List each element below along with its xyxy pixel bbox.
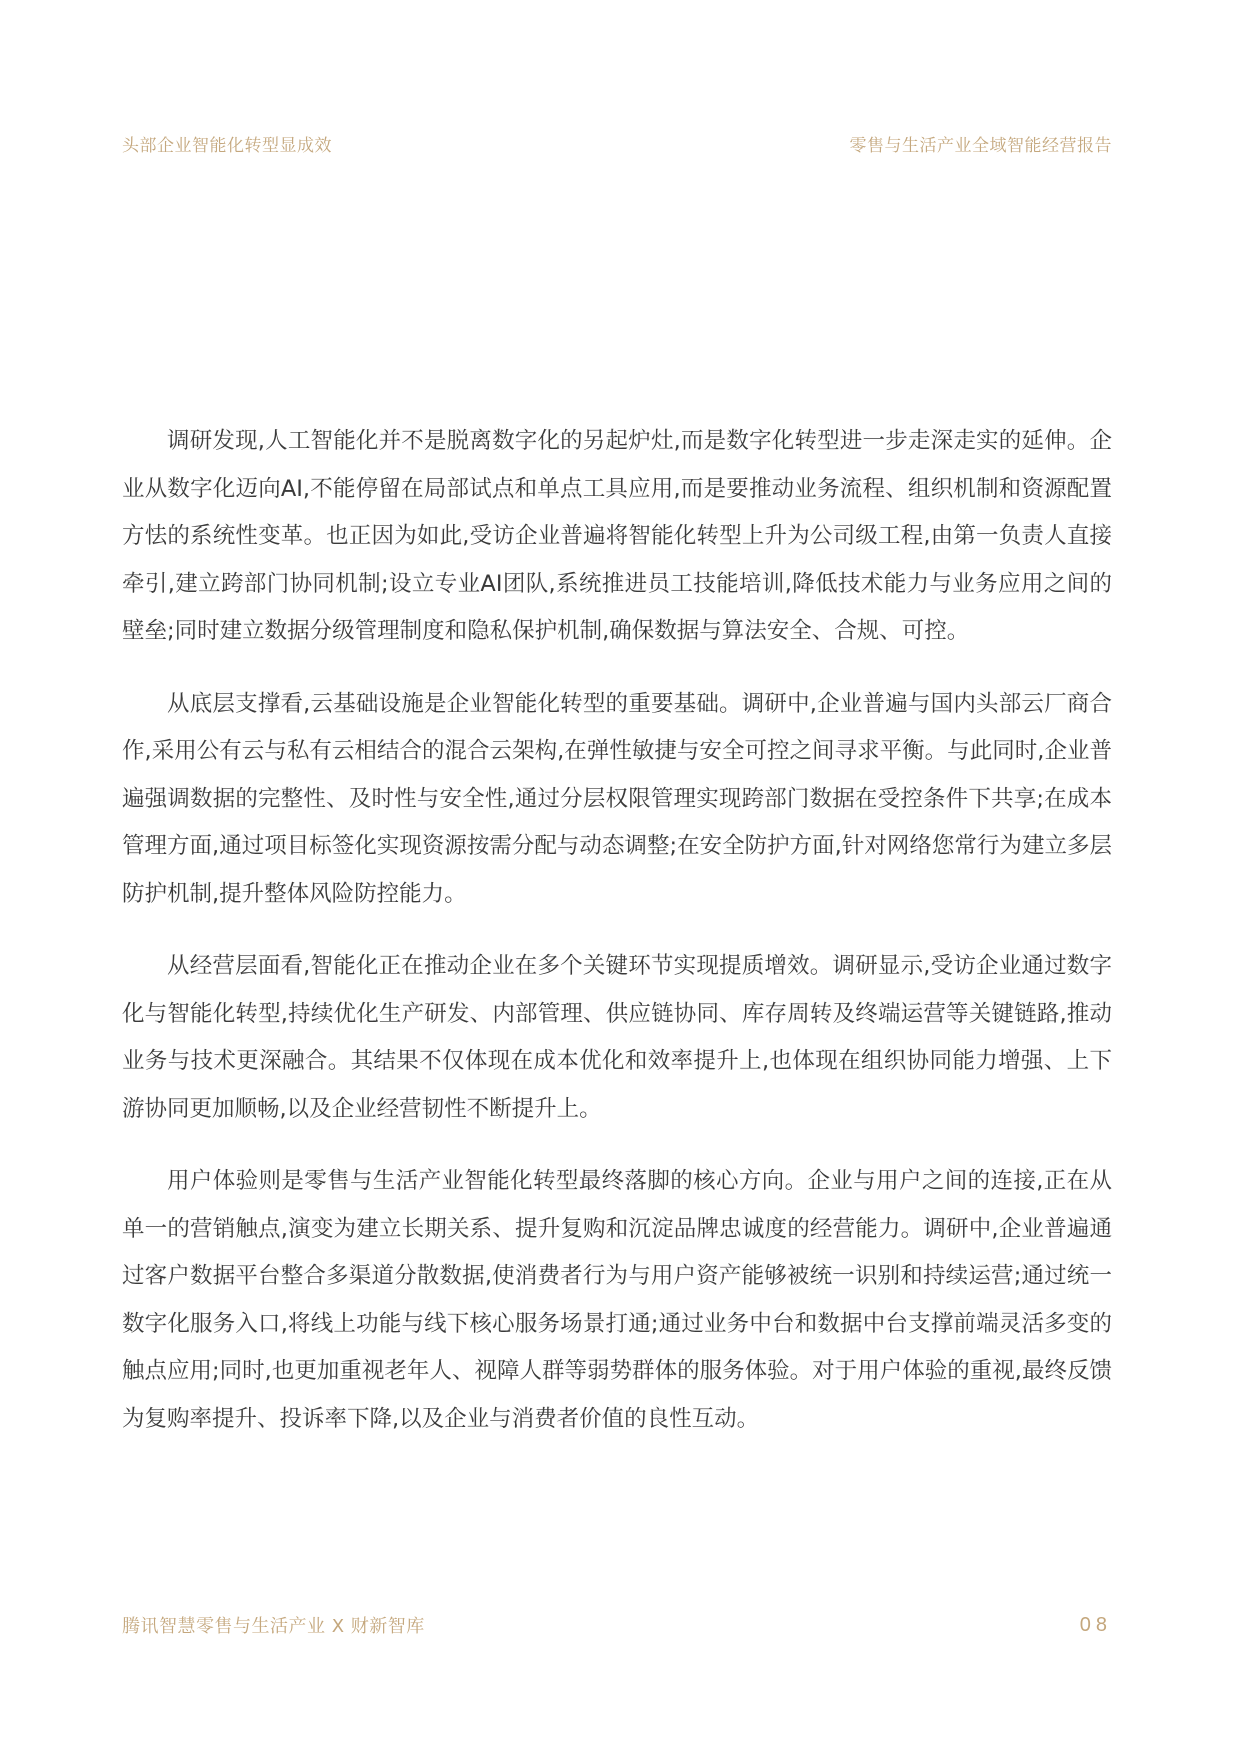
section-title: 头部企业智能化转型显成效 — [122, 135, 332, 156]
running-header — [122, 130, 1112, 156]
paragraph-cloud-infrastructure: 从底层支撑看,云基础设施是企业智能化转型的重要基础。调研中,企业普遍与国内头部云厂商合作,采用公有云与私有云相结合的混合云架构,在弹性敏捷与安全可控之间寻求平衡。与此同时,企业普遍强调数据的完整性、及时性与安全性,通过分层权限管理实现跨部门数据在受控条件下共享;在成本管理方面,通过项目标签化实现资源按需分配与动态调整;在安全防护方面,针对网络您常行为建立多层防护机制,提升整体风险防控能力。 — [122, 690, 1112, 907]
publisher-credit: 腾讯智慧零售与生活产业 X 财新智库 — [122, 1616, 425, 1637]
paragraph-operations: 从经营层面看,智能化正在推动企业在多个关键环节实现提质增效。调研显示,受访企业通过数字化与智能化转型,持续优化生产研发、内部管理、供应链协同、库存周转及终端运营等关键链路,推动业务与技术更深融合。其结果不仅体现在成本优化和效率提升上,也体现在组织协同能力增强、上下游协同更加顺畅,以及企业经营韧性不断提升上。 — [122, 953, 1112, 1122]
paragraph-digital-to-ai: 调研发现,人工智能化并不是脱离数字化的另起炉灶,而是数字化转型进一步走深走实的延伸。企业从数字化迈向AI,不能停留在局部试点和单点工具应用,而是要推动业务流程、组织机制和资源配置方怯的系统性变革。也正因为如此,受访企业普遍将智能化转型上升为公司级工程,由第一负责人直接牵引,建立跨部门协同机制;设立专业AI团队,系统推进员工技能培训,降低技术能力与业务应用之间的壁垒;同时建立数据分级管理制度和隐私保护机制,确保数据与算法安全、合规、可控。 — [122, 428, 1112, 644]
paragraph-user-experience: 用户体验则是零售与生活产业智能化转型最终落脚的核心方向。企业与用户之间的连接,正在从单一的营销触点,演变为建立长期关系、提升复购和沉淀品牌忠诚度的经营能力。调研中,企业普遍通过客户数据平台整合多渠道分散数据,使消费者行为与用户资产能够被统一识别和持续运营;通过统一数字化服务入口,将线上功能与线下核心服务场景打通;通过业务中台和数据中台支撑前端灵活多变的触点应用;同时,也更加重视老年人、视障人群等弱势群体的服务体验。对于用户体验的重视,最终反馈为复购率提升、投诉率下降,以及企业与消费者价值的良性互动。 — [122, 1168, 1112, 1432]
page-number: 08 — [1079, 1613, 1112, 1636]
body-text — [122, 418, 1112, 1468]
report-title: 零售与生活产业全域智能经营报告 — [849, 135, 1112, 156]
running-footer — [122, 1612, 1112, 1638]
